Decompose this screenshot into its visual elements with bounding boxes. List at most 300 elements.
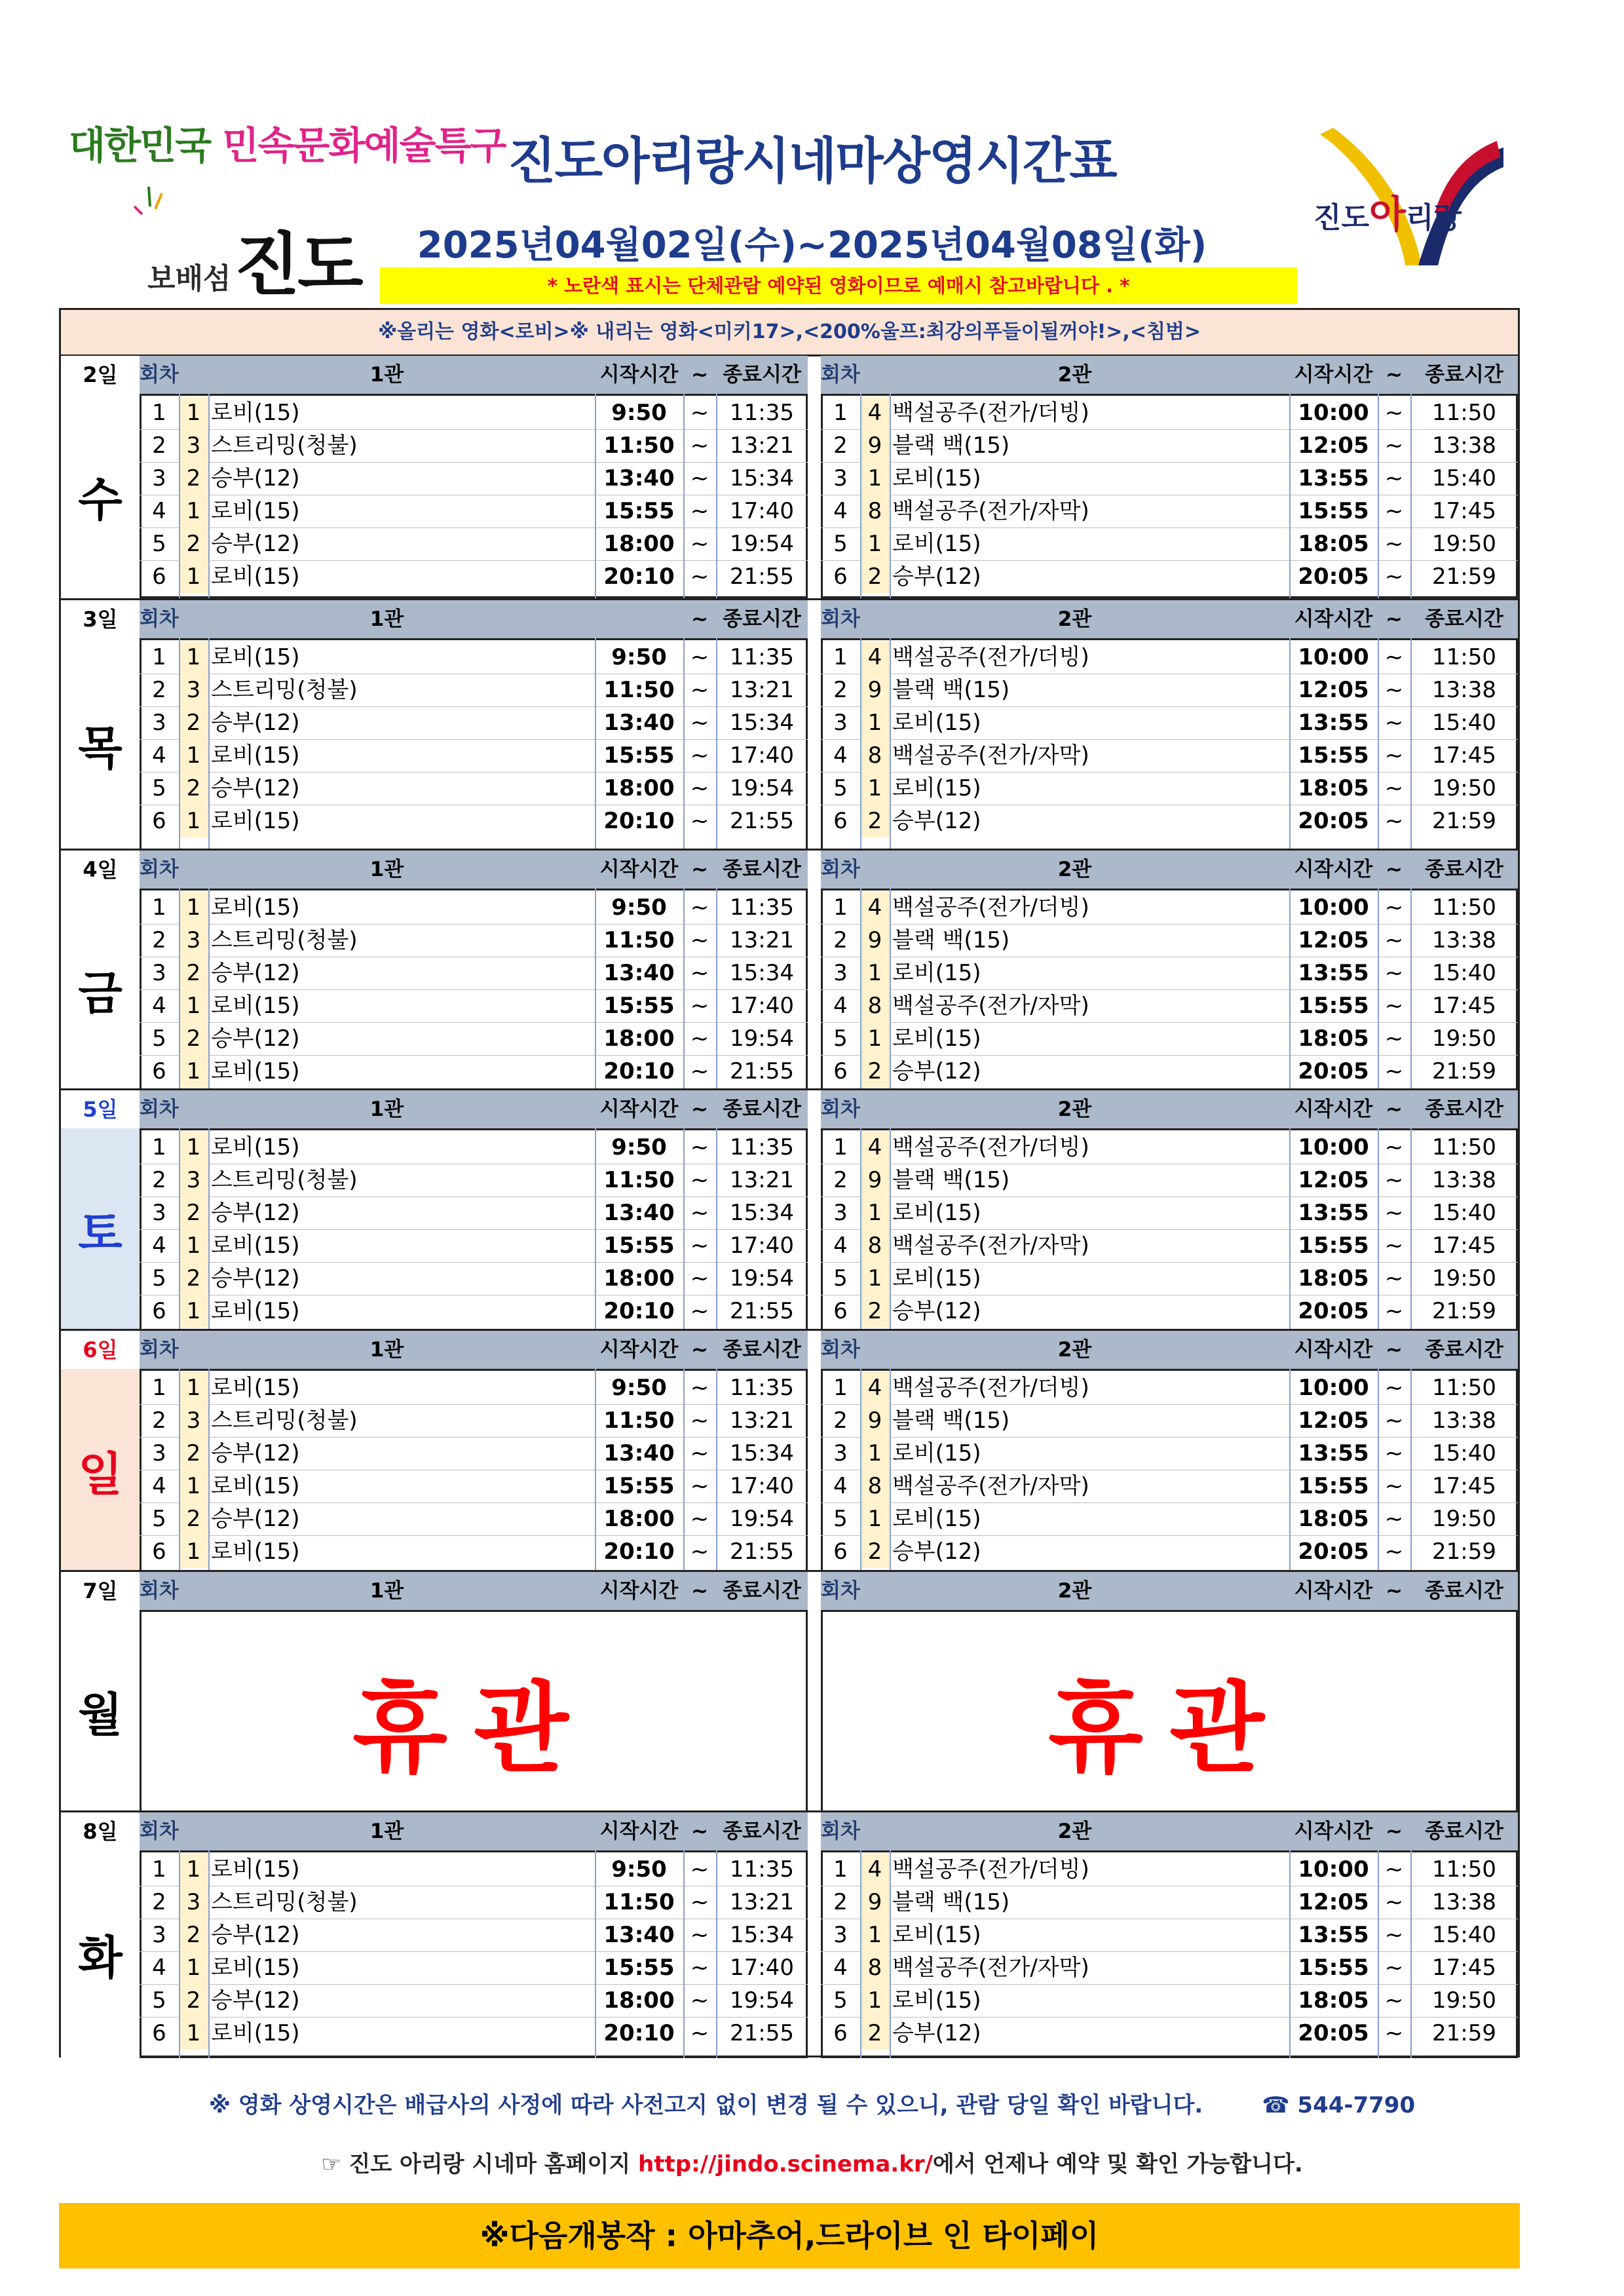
film-number: 1 (179, 1371, 208, 1404)
table-row (61, 957, 1518, 989)
tilde: ~ (690, 1025, 709, 1052)
disclaimer (0, 2087, 1624, 2119)
column-divider (1378, 638, 1379, 851)
tilde-header: ~ (683, 1812, 716, 1850)
start-time: 18:00 (603, 531, 675, 557)
film-number: 1 (860, 527, 890, 560)
tilde-header: ~ (1378, 1812, 1410, 1850)
start-time: 13:40 (603, 1922, 675, 1948)
end-header: 종료시간 (716, 600, 808, 638)
tilde: ~ (690, 677, 709, 703)
table-row (61, 1886, 1518, 1919)
hall1-header: 1관 (179, 851, 595, 889)
table-row (61, 1295, 1518, 1328)
film-number: 4 (860, 1131, 890, 1164)
round-number: 4 (833, 1955, 848, 1981)
end-header: 종료시간 (1410, 1812, 1518, 1850)
tilde: ~ (1384, 1167, 1404, 1193)
start-time: 11:50 (603, 1889, 675, 1915)
column-divider (890, 1369, 891, 1572)
tilde: ~ (690, 927, 709, 953)
round-number: 4 (152, 1473, 166, 1499)
start-header: 시작시간 (1289, 1572, 1378, 1610)
film-number: 1 (179, 1951, 208, 1984)
round-number: 3 (152, 1440, 166, 1466)
movie-title: 승부(12) (892, 2020, 981, 2046)
film-number: 1 (179, 560, 208, 593)
tilde: ~ (1384, 1506, 1404, 1532)
table-row (61, 706, 1518, 739)
tilde: ~ (690, 1058, 709, 1084)
tilde: ~ (1384, 993, 1404, 1019)
start-time: 11:50 (603, 927, 675, 953)
end-time: 17:40 (730, 1473, 794, 1499)
hall1-header: 1관 (179, 1812, 595, 1850)
movie-title: 로비(15) (211, 1134, 300, 1160)
start-time: 20:05 (1298, 2020, 1369, 2046)
movie-title: 로비(15) (211, 564, 300, 590)
round-number: 1 (152, 1856, 166, 1883)
column-divider (860, 394, 861, 598)
tilde: ~ (690, 1134, 709, 1160)
start-time: 9:50 (611, 1134, 667, 1160)
round-number: 5 (833, 1506, 848, 1532)
movie-title: 스트리밍(청불) (211, 1889, 358, 1915)
movie-title: 승부(12) (892, 564, 981, 590)
day-header (61, 1090, 1518, 1128)
end-time: 19:50 (1432, 1987, 1496, 2014)
tilde: ~ (690, 1167, 709, 1193)
film-number: 2 (860, 1535, 890, 1568)
column-divider (1410, 1850, 1412, 2058)
film-number: 2 (860, 1295, 890, 1328)
tilde: ~ (690, 993, 709, 1019)
tilde: ~ (1384, 1298, 1404, 1324)
start-time: 10:00 (1298, 1134, 1369, 1160)
film-number: 9 (860, 429, 890, 462)
movie-title: 로비(15) (892, 775, 981, 801)
end-header: 종료시간 (716, 851, 808, 889)
end-time: 11:35 (730, 644, 794, 670)
table-row (61, 1919, 1518, 1951)
tilde-header: ~ (683, 1572, 716, 1610)
round-number: 2 (833, 677, 848, 703)
tilde: ~ (690, 644, 709, 670)
start-header: 시작시간 (1289, 1090, 1378, 1128)
day-of-week: 화 (61, 1850, 141, 2058)
end-time: 19:54 (730, 1987, 794, 2014)
film-number: 4 (860, 1853, 890, 1886)
start-time: 18:05 (1298, 531, 1369, 557)
film-number: 1 (860, 1196, 890, 1229)
round-number: 4 (152, 742, 166, 769)
tilde-header: ~ (683, 851, 716, 889)
round-number: 6 (152, 808, 166, 834)
film-number: 2 (860, 805, 890, 837)
tilde: ~ (1384, 1955, 1404, 1981)
start-time: 13:55 (1298, 1922, 1369, 1948)
day-of-week: 목 (61, 638, 141, 851)
start-header: 시작시간 (595, 1572, 683, 1610)
end-header: 종료시간 (1410, 1331, 1518, 1369)
film-number: 4 (860, 396, 890, 429)
tilde: ~ (690, 1407, 709, 1434)
tilde: ~ (1384, 710, 1404, 736)
tilde-header: ~ (1378, 1090, 1410, 1128)
day-label: 6일 (61, 1331, 141, 1369)
start-time: 20:05 (1298, 808, 1369, 834)
table-row (61, 1502, 1518, 1535)
movie-title: 로비(15) (211, 742, 300, 769)
hall1-header: 1관 (179, 1572, 595, 1610)
end-time: 13:21 (730, 1407, 794, 1434)
end-time: 15:40 (1432, 1440, 1496, 1466)
start-time: 15:55 (603, 993, 675, 1019)
tilde-header: ~ (1378, 1331, 1410, 1369)
movie-title: 백설공주(전가/더빙) (892, 1856, 1089, 1883)
round-number: 1 (152, 1375, 166, 1401)
film-number: 9 (860, 674, 890, 706)
end-time: 11:35 (730, 400, 794, 426)
start-time: 20:10 (603, 1298, 675, 1324)
round-number: 1 (152, 644, 166, 670)
film-number: 1 (179, 805, 208, 837)
start-time: 10:00 (1298, 400, 1369, 426)
end-time: 13:38 (1432, 677, 1496, 703)
tilde: ~ (1384, 1987, 1404, 2014)
end-header: 종료시간 (716, 1572, 808, 1610)
table-row (61, 1196, 1518, 1229)
round-header: 회차 (140, 1090, 179, 1128)
tilde: ~ (690, 465, 709, 491)
start-time: 13:55 (1298, 710, 1369, 736)
logo-right-a: 아 (1369, 192, 1407, 237)
round-number: 1 (152, 894, 166, 921)
round-header: 회차 (821, 1812, 860, 1850)
movie-title: 승부(12) (211, 1200, 300, 1226)
tilde: ~ (690, 2020, 709, 2046)
round-number: 6 (152, 1298, 166, 1324)
end-time: 15:40 (1432, 1200, 1496, 1226)
tilde: ~ (1384, 1375, 1404, 1401)
homepage-line (0, 2146, 1624, 2178)
day-header (61, 1812, 1518, 1850)
film-number: 1 (179, 891, 208, 924)
logo-left-sub: 보배섬 (147, 262, 231, 296)
tilde: ~ (690, 960, 709, 986)
day-block (61, 598, 1518, 851)
movie-title: 로비(15) (211, 1058, 300, 1084)
movie-title: 로비(15) (892, 1506, 981, 1532)
start-header: 시작시간 (595, 1331, 683, 1369)
end-time: 13:21 (730, 677, 794, 703)
tilde: ~ (1384, 1889, 1404, 1915)
movie-title: 백설공주(전가/자막) (892, 1473, 1089, 1499)
movie-title: 로비(15) (892, 960, 981, 986)
column-divider (860, 1850, 861, 2058)
column-divider (1410, 1369, 1412, 1572)
hall2-header: 2관 (860, 1812, 1289, 1850)
start-time: 18:00 (603, 1506, 675, 1532)
tilde: ~ (1384, 2020, 1404, 2046)
tilde: ~ (1384, 432, 1404, 459)
closed-hall2: 휴관 (1048, 1672, 1291, 1786)
start-time: 13:55 (1298, 465, 1369, 491)
start-header: 시작시간 (1289, 851, 1378, 889)
day-of-week: 토 (61, 1128, 141, 1331)
round-number: 1 (833, 1856, 848, 1883)
tilde: ~ (1384, 677, 1404, 703)
round-number: 5 (152, 1987, 166, 2014)
logo-left-jindo: 진도 (234, 225, 361, 305)
tilde: ~ (1384, 1265, 1404, 1292)
column-divider (1410, 394, 1412, 598)
round-number: 1 (833, 1134, 848, 1160)
column-divider (1378, 1128, 1379, 1331)
day-block (61, 849, 1518, 1090)
tilde: ~ (1384, 1922, 1404, 1948)
column-divider (1410, 638, 1412, 851)
movie-title: 백설공주(전가/더빙) (892, 644, 1089, 670)
day-block (61, 1329, 1518, 1572)
day-of-week: 일 (61, 1369, 141, 1572)
tilde-header: ~ (1378, 1572, 1410, 1610)
start-time: 20:05 (1298, 1058, 1369, 1084)
film-number: 1 (179, 1295, 208, 1328)
round-number: 6 (833, 2020, 848, 2046)
table-row (61, 560, 1518, 593)
day-header (61, 600, 1518, 638)
end-time: 15:34 (730, 960, 794, 986)
film-number: 9 (860, 924, 890, 957)
column-divider (1378, 1369, 1379, 1572)
movie-title: 로비(15) (892, 1922, 981, 1948)
round-number: 3 (833, 960, 848, 986)
end-time: 17:40 (730, 1955, 794, 1981)
end-time: 15:34 (730, 1440, 794, 1466)
end-time: 13:38 (1432, 1167, 1496, 1193)
round-number: 2 (152, 927, 166, 953)
hall2-header: 2관 (860, 1572, 1289, 1610)
end-time: 19:54 (730, 775, 794, 801)
round-number: 3 (833, 710, 848, 736)
start-time: 20:10 (603, 1539, 675, 1565)
film-number: 4 (860, 641, 890, 674)
end-time: 21:55 (730, 1539, 794, 1565)
start-header: 시작시간 (595, 851, 683, 889)
end-time: 13:21 (730, 1889, 794, 1915)
movie-title: 승부(12) (892, 1539, 981, 1565)
film-number: 2 (179, 1919, 208, 1951)
round-number: 4 (833, 1233, 848, 1259)
round-number: 6 (833, 1058, 848, 1084)
round-number: 3 (152, 960, 166, 986)
table-row (61, 641, 1518, 674)
tilde: ~ (1384, 1407, 1404, 1434)
film-number: 8 (860, 495, 890, 527)
film-number: 1 (860, 1437, 890, 1470)
film-number: 1 (179, 989, 208, 1022)
film-number: 3 (179, 1886, 208, 1919)
hall2-header: 2관 (860, 1090, 1289, 1128)
column-divider (860, 1128, 861, 1331)
round-number: 4 (152, 1233, 166, 1259)
tilde-header: ~ (1378, 356, 1410, 394)
tilde: ~ (1384, 1058, 1404, 1084)
film-number: 9 (860, 1886, 890, 1919)
table-row (61, 1437, 1518, 1470)
film-number: 2 (179, 706, 208, 739)
table-row (61, 1404, 1518, 1437)
movie-title: 승부(12) (211, 1506, 300, 1532)
movie-title: 백설공주(전가/자막) (892, 1233, 1089, 1259)
column-divider (1289, 394, 1291, 598)
movie-title: 승부(12) (211, 960, 300, 986)
end-time: 17:45 (1432, 1955, 1496, 1981)
movie-title: 스트리밍(청불) (211, 1167, 358, 1193)
end-time: 21:55 (730, 808, 794, 834)
tilde: ~ (1384, 894, 1404, 921)
movie-title: 로비(15) (892, 1025, 981, 1052)
movie-title: 로비(15) (211, 498, 300, 524)
end-time: 21:55 (730, 564, 794, 590)
end-header: 종료시간 (1410, 1572, 1518, 1610)
round-number: 2 (833, 1407, 848, 1434)
end-time: 17:40 (730, 993, 794, 1019)
film-number: 1 (179, 1055, 208, 1088)
round-header: 회차 (140, 600, 179, 638)
logo-right-text (1313, 183, 1462, 239)
end-time: 13:38 (1432, 1889, 1496, 1915)
start-time: 11:50 (603, 1407, 675, 1434)
round-number: 5 (833, 1265, 848, 1292)
start-time: 9:50 (611, 644, 667, 670)
movie-title: 블랙 백(15) (892, 1407, 1010, 1434)
column-divider (1378, 889, 1379, 1090)
end-header: 종료시간 (716, 1331, 808, 1369)
round-number: 6 (833, 564, 848, 590)
tilde: ~ (690, 808, 709, 834)
movie-title: 로비(15) (211, 400, 300, 426)
start-time: 18:00 (603, 1265, 675, 1292)
round-number: 2 (152, 432, 166, 459)
end-time: 13:38 (1432, 927, 1496, 953)
day-header (61, 1331, 1518, 1369)
hall2-header: 2관 (860, 1331, 1289, 1369)
end-time: 21:59 (1432, 564, 1496, 590)
film-number: 2 (860, 1055, 890, 1088)
end-time: 15:34 (730, 465, 794, 491)
round-number: 6 (152, 2020, 166, 2046)
movie-title: 로비(15) (211, 1233, 300, 1259)
homepage-prefix: ☞ 진도 아리랑 시네마 홈페이지 (321, 2151, 631, 2177)
round-number: 4 (152, 498, 166, 524)
date-range: 2025년04월02일(수)~2025년04월08일(화) (417, 224, 1207, 267)
film-number: 2 (179, 957, 208, 989)
movie-title: 승부(12) (892, 1058, 981, 1084)
end-header: 종료시간 (1410, 600, 1518, 638)
movie-title: 로비(15) (211, 894, 300, 921)
tilde: ~ (690, 1233, 709, 1259)
homepage-link[interactable]: http://jindo.scinema.kr/ (638, 2151, 934, 2177)
movie-title: 로비(15) (211, 1955, 300, 1981)
movie-title: 백설공주(전가/자막) (892, 742, 1089, 769)
film-number: 4 (860, 891, 890, 924)
round-number: 6 (152, 564, 166, 590)
tilde: ~ (690, 1375, 709, 1401)
tilde: ~ (1384, 400, 1404, 426)
logo-left-korea: 대한민국 (69, 123, 211, 168)
table-row (61, 805, 1518, 837)
film-number: 3 (179, 429, 208, 462)
round-number: 6 (833, 1298, 848, 1324)
end-time: 15:34 (730, 710, 794, 736)
end-time: 17:40 (730, 742, 794, 769)
start-time: 11:50 (603, 432, 675, 459)
film-number: 1 (860, 957, 890, 989)
start-time: 10:00 (1298, 644, 1369, 670)
end-header: 종료시간 (716, 356, 808, 394)
end-time: 17:45 (1432, 993, 1496, 1019)
film-number: 1 (179, 396, 208, 429)
schedule-table (59, 308, 1520, 2057)
film-number: 2 (179, 1437, 208, 1470)
tilde: ~ (1384, 1025, 1404, 1052)
round-header: 회차 (140, 356, 179, 394)
tilde: ~ (690, 1889, 709, 1915)
end-time: 15:40 (1432, 960, 1496, 986)
round-number: 3 (152, 1922, 166, 1948)
end-time: 15:34 (730, 1922, 794, 1948)
round-number: 5 (152, 531, 166, 557)
movie-change-banner: ※올리는 영화<로비>※ 내리는 영화<미키17>,<200%울프:최강의푸들이될꺼야!>,<침범> (61, 310, 1518, 356)
tilde: ~ (1384, 1473, 1404, 1499)
end-time: 11:50 (1432, 894, 1496, 921)
tilde: ~ (690, 742, 709, 769)
start-time: 15:55 (1298, 1233, 1369, 1259)
day-block (61, 1570, 1518, 1812)
film-number: 1 (860, 772, 890, 805)
round-number: 5 (833, 531, 848, 557)
tilde: ~ (1384, 808, 1404, 834)
tilde-header: ~ (1378, 600, 1410, 638)
end-time: 17:40 (730, 498, 794, 524)
day-header (61, 356, 1518, 394)
round-number: 5 (152, 1506, 166, 1532)
tilde: ~ (690, 775, 709, 801)
column-divider (890, 1128, 891, 1331)
hall2-header: 2관 (860, 600, 1289, 638)
tilde: ~ (1384, 742, 1404, 769)
movie-title: 로비(15) (892, 1987, 981, 2014)
hall2-header: 2관 (860, 851, 1289, 889)
end-time: 19:54 (730, 1506, 794, 1532)
column-divider (890, 394, 891, 598)
start-time: 18:00 (603, 775, 675, 801)
homepage-suffix: 에서 언제나 예약 및 확인 가능합니다. (933, 2151, 1303, 2177)
tilde: ~ (690, 498, 709, 524)
round-number: 4 (833, 993, 848, 1019)
column-divider (860, 1369, 861, 1572)
end-time: 11:35 (730, 894, 794, 921)
movie-title: 승부(12) (211, 1987, 300, 2014)
end-time: 19:50 (1432, 531, 1496, 557)
round-number: 2 (152, 1167, 166, 1193)
start-time: 18:00 (603, 1987, 675, 2014)
film-number: 1 (860, 462, 890, 495)
tilde: ~ (690, 1298, 709, 1324)
round-number: 3 (833, 1200, 848, 1226)
